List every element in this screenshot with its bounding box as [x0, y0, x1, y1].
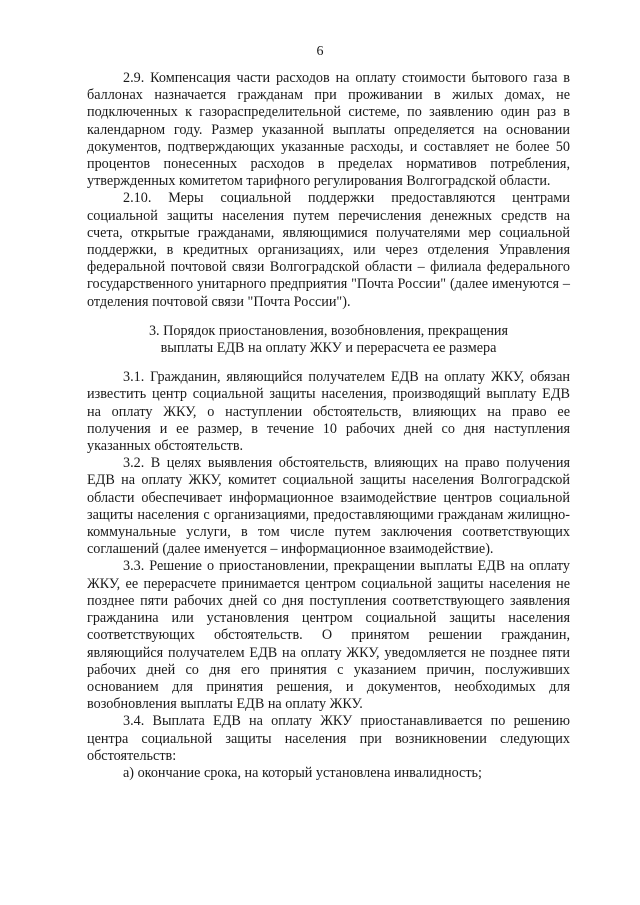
paragraph-2-10: 2.10. Меры социальной поддержки предоставляются центрами социальной защиты населения путем перечисления денежных средств на счета, открытые гражданами, являющимися получателями мер социальной поддержки, в кредитных организациях, или через отделения Управления федеральной почтовой связи Волгоградской области – филиала федерального государственного унитарного предприятия "Почта России" (далее именуются – отделения почтовой связи "Почта России").: [87, 190, 570, 310]
paragraph-2-9: 2.9. Компенсация части расходов на оплату стоимости бытового газа в баллонах назначается гражданам при проживании в жилых домах, не подключенных к газораспределительной системе, по заявлению один раз в календарном году. Размер указанной выплаты определяется на основании документов, подтверждающих указанные расходы, и составляет не более 50 процентов понесенных расходов в пределах нормативов потребления, утвержденных комитетом тарифного регулирования Волгоградской области.: [87, 70, 570, 190]
section-heading-line-1: 3. Порядок приостановления, возобновления, прекращения: [148, 322, 509, 339]
paragraph-3-4: 3.4. Выплата ЕДВ на оплату ЖКУ приостанавливается по решению центра социальной защиты населения при возникновении следующих обстоятельств:: [87, 713, 570, 764]
page-number: 6: [316, 44, 324, 59]
paragraph-3-1: 3.1. Гражданин, являющийся получателем ЕДВ на оплату ЖКУ, обязан известить центр социальной защиты населения, производящий выплату ЕДВ на оплату ЖКУ, о наступлении обстоятельств, влияющих на право ее получения и ее размер, в течение 10 рабочих дней со дня наступления указанных обстоятельств.: [87, 369, 570, 455]
paragraph-3-4-a: а) окончание срока, на который установлена инвалидность;: [123, 764, 482, 781]
document-body: [87, 70, 570, 782]
paragraph-3-2: 3.2. В целях выявления обстоятельств, влияющих на право получения ЕДВ на оплату ЖКУ, комитет социальной защиты населения Волгоградской области обеспечивает информационное взаимодействие центров социальной защиты населения с организациями, предоставляющими гражданам жилищно-коммунальные услуги, в том числе путем заключения соответствующих соглашений (далее именуется – информационное взаимодействие).: [87, 455, 570, 558]
section-3-heading: [87, 323, 570, 357]
section-heading-line-2: выплаты ЕДВ на оплату ЖКУ и перерасчета ее размера: [160, 340, 497, 357]
paragraph-3-3: 3.3. Решение о приостановлении, прекращении выплаты ЕДВ на оплату ЖКУ, ее перерасчете принимается центром социальной защиты населения не позднее пяти рабочих дней со дня поступления соответствующего заявления гражданина или установления центром социальной защиты населения соответствующих обстоятельств. О принятом решении гражданин, являющийся получателем ЕДВ на оплату ЖКУ, уведомляется не позднее пяти рабочих дней со дня его принятия с указанием причин, послуживших основанием для принятия решения, и документов, необходимых для возобновления выплаты ЕДВ на оплату ЖКУ.: [87, 558, 570, 713]
